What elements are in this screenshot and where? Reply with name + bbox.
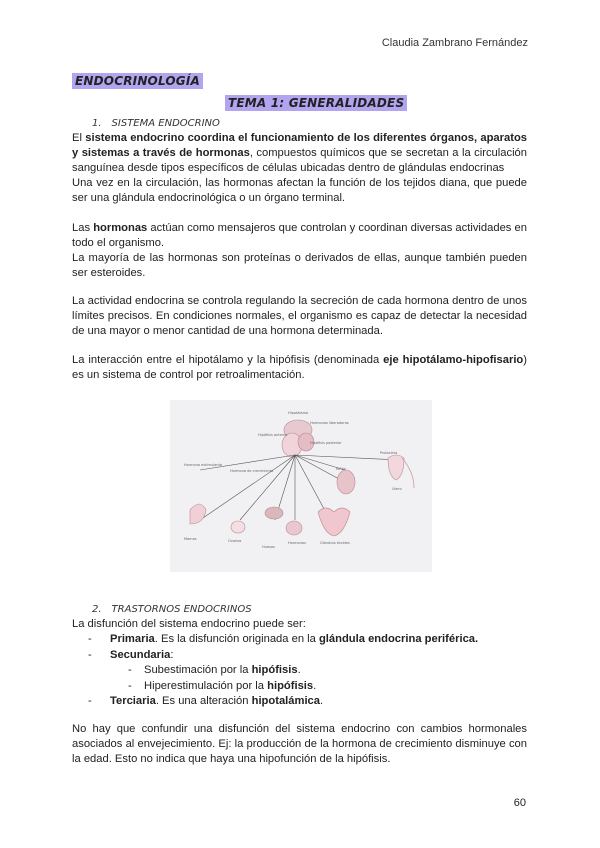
section-heading-2 bbox=[92, 604, 252, 615]
section-number: 2. bbox=[92, 604, 102, 615]
disorder-list bbox=[72, 632, 478, 710]
svg-text:Ovarios: Ovarios bbox=[228, 539, 242, 543]
text-run: Hiperestimulación por la bbox=[144, 679, 268, 692]
svg-text:Hormonas liberadoras: Hormonas liberadoras bbox=[310, 421, 349, 425]
bold-text: sistema endocrino coordina el funcionamiento de los diferentes órganos, aparatos y sistemas a través de hormonas bbox=[72, 132, 528, 159]
text-run: . Es una alteración bbox=[155, 695, 252, 707]
text-run: Subestimación por la bbox=[144, 664, 252, 676]
text-run: Las bbox=[72, 222, 94, 234]
svg-text:Hipófisis anterior: Hipófisis anterior bbox=[258, 433, 288, 437]
paragraph bbox=[72, 221, 527, 281]
svg-text:Prolactina: Prolactina bbox=[380, 451, 398, 455]
svg-text:Huesos: Huesos bbox=[262, 545, 275, 549]
bold-text: hipotalámica bbox=[251, 695, 320, 707]
paragraph bbox=[72, 353, 527, 383]
endocrine-axis-figure bbox=[170, 400, 432, 572]
bold-text: hipófisis bbox=[251, 664, 298, 676]
svg-text:Riñón: Riñón bbox=[336, 467, 346, 471]
section-title: SISTEMA ENDOCRINO bbox=[111, 118, 220, 129]
bold-text: Secundaria bbox=[110, 648, 171, 661]
paragraph bbox=[72, 131, 527, 206]
section-heading-1 bbox=[92, 118, 220, 129]
text-run: La mayoría de las hormonas son proteínas o derivados de ellas, aunque también pueden ser esteroides. bbox=[72, 252, 527, 279]
svg-text:Glándula tiroides: Glándula tiroides bbox=[320, 541, 350, 545]
bold-text: hormonas bbox=[93, 222, 148, 234]
page-number: 60 bbox=[513, 797, 526, 809]
list-item: - Secundaria: bbox=[88, 648, 174, 661]
section-title: TRASTORNOS ENDOCRINOS bbox=[111, 604, 252, 615]
svg-text:Mamas: Mamas bbox=[184, 537, 197, 541]
bold-text: Primaria bbox=[110, 633, 155, 645]
topic-title: TEMA 1: GENERALIDADES bbox=[225, 95, 407, 111]
list-item: - Primaria. Es la disfunción originada en la glándula endocrina periférica. bbox=[88, 633, 479, 645]
main-title: ENDOCRINOLOGÍA bbox=[72, 73, 203, 89]
bold-text: Terciaria bbox=[110, 695, 156, 707]
list-item: - Subestimación por la hipófisis. bbox=[128, 664, 301, 676]
svg-text:Hipotálamo: Hipotálamo bbox=[288, 411, 309, 415]
svg-text:Hormona estimulante: Hormona estimulante bbox=[184, 463, 222, 467]
text-run: El bbox=[72, 132, 86, 144]
svg-text:Útero: Útero bbox=[392, 487, 402, 491]
endocrine-diagram-icon bbox=[170, 400, 432, 572]
paragraph: La disfunción del sistema endocrino puede ser: bbox=[72, 618, 306, 630]
text-run: . bbox=[320, 695, 324, 707]
section-number: 1. bbox=[92, 118, 102, 129]
bold-text: glándula endocrina periférica. bbox=[318, 633, 479, 645]
paragraph: No hay que confundir una disfunción del sistema endocrino con cambios hormonales asociados al envejecimiento. Ej: la producción de la hormona de crecimiento disminuye con la edad. Esto no indica que haya una hipofunción de la hipófisis. bbox=[72, 723, 527, 765]
text-run: actúan como mensajeros que controlan y coordinan diversas actividades en todo el organismo. bbox=[72, 222, 527, 249]
text-run: , compuestos químicos que se secretan a la circulación sanguínea desde tipos específicos de células ubicadas dentro de glándulas endocrinas bbox=[72, 147, 528, 174]
paragraph: La actividad endocrina se controla regulando la secreción de cada hormona dentro de unos límites precisos. En condiciones normales, el organismo es capaz de detectar la necesidad de una mayor o menor cantidad de una hormona determinada. bbox=[72, 295, 527, 337]
text-run: Una vez en la circulación, las hormonas afectan la función de los tejidos diana, que puede ser una glándula endocrinológica o un órgano terminal. bbox=[72, 177, 527, 204]
text-run: . bbox=[313, 679, 317, 692]
text-run: : bbox=[170, 648, 174, 661]
bold-text: hipófisis bbox=[267, 679, 314, 692]
list-item: - Hiperestimulación por la hipófisis. bbox=[128, 679, 317, 692]
svg-text:Hipófisis posterior: Hipófisis posterior bbox=[310, 441, 342, 445]
list-item: - Terciaria. Es una alteración hipotalámica. bbox=[88, 695, 324, 707]
text-run: La interacción entre el hipotálamo y la hipófisis (denominada bbox=[72, 354, 384, 366]
bold-text: eje hipotálamo-hipofisario bbox=[383, 354, 524, 366]
text-run: ) es un sistema de control por retroalimentación. bbox=[72, 354, 527, 381]
svg-text:Hormonas: Hormonas bbox=[288, 541, 306, 545]
svg-text:Hormona de crecimiento: Hormona de crecimiento bbox=[230, 469, 274, 473]
author-name: Claudia Zambrano Fernández bbox=[381, 37, 528, 49]
text-run: . Es la disfunción originada en la bbox=[154, 633, 319, 645]
text-run: . bbox=[297, 664, 301, 676]
